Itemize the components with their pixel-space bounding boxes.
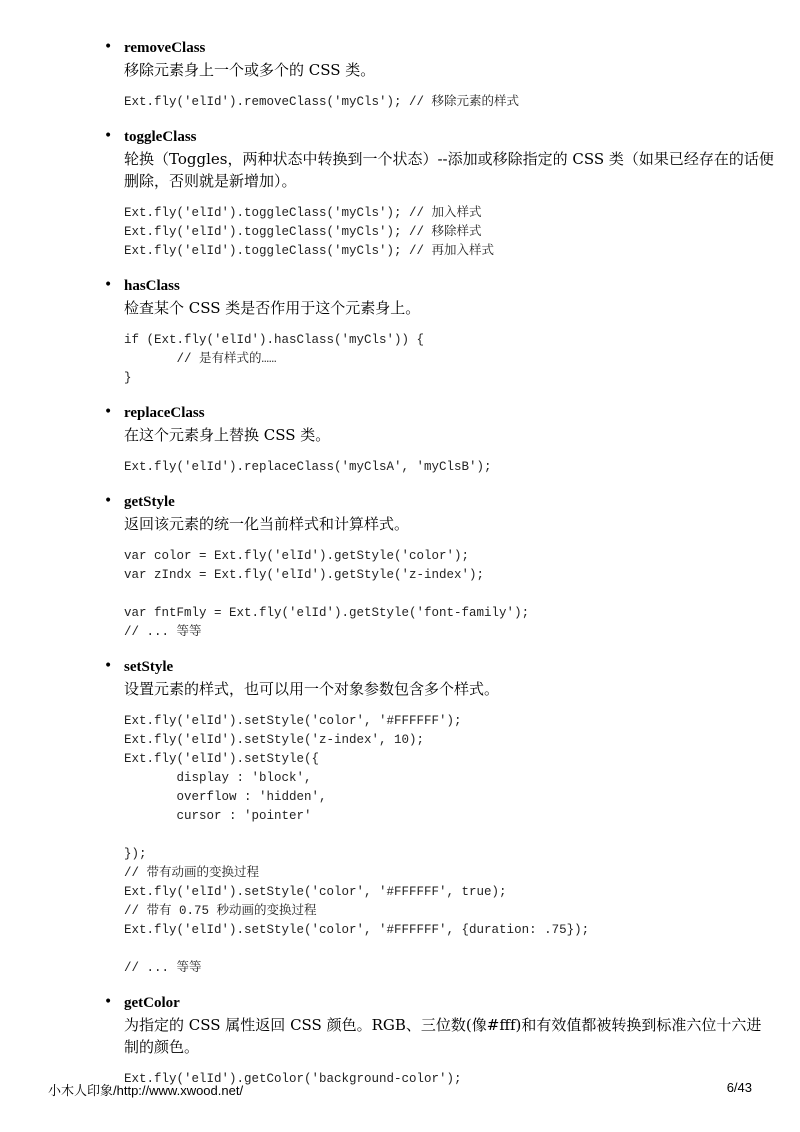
code-line: var zIndx = Ext.fly('elId').getStyle('z-index'); — [124, 568, 485, 582]
method-description: 在这个元素身上替换 CSS 类。 — [124, 426, 331, 444]
bullet-icon: • — [104, 658, 113, 674]
section-gap — [104, 112, 774, 127]
code-line: Ext.fly('elId').setStyle('color', '#FFFFFF'); — [124, 714, 462, 728]
method-section — [104, 657, 774, 978]
code-line: // ... 等等 — [124, 625, 202, 639]
bullet-icon: • — [104, 39, 113, 55]
code-line: }); — [124, 847, 147, 861]
code-block — [124, 712, 774, 978]
method-title: toggleClass — [124, 129, 197, 145]
method-description: 设置元素的样式，也可以用一个对象参数包含多个样式。 — [124, 680, 500, 698]
page-number: 6/43 — [726, 1080, 752, 1095]
method-title: hasClass — [124, 278, 180, 294]
code-block — [124, 547, 774, 642]
code-block — [124, 204, 774, 261]
method-title: setStyle — [124, 659, 174, 675]
content-area — [104, 38, 774, 1104]
section-gap — [104, 261, 774, 276]
section-gap — [104, 642, 774, 657]
bullet-icon: • — [104, 128, 113, 144]
code-line: // ... 等等 — [124, 961, 202, 975]
method-section — [104, 276, 774, 388]
bullet-icon: • — [104, 277, 113, 293]
method-description: 为指定的 CSS 属性返回 CSS 颜色。RGB、三位数(像#fff)和有效值都被转换到标准六位十六进制的颜色。 — [124, 1016, 762, 1056]
code-line: cursor : 'pointer' — [124, 809, 312, 823]
code-line: // 带有动画的变换过程 — [124, 866, 260, 880]
footer-site: 小木人印象/http://www.xwood.net/ — [48, 1083, 244, 1098]
code-line: Ext.fly('elId').removeClass('myCls'); // 移除元素的样式 — [124, 95, 520, 109]
method-title: getColor — [124, 995, 180, 1011]
code-line: Ext.fly('elId').toggleClass('myCls'); // 加入样式 — [124, 206, 482, 220]
section-gap — [104, 978, 774, 993]
method-section — [104, 993, 774, 1089]
method-title: replaceClass — [124, 405, 205, 421]
code-line — [124, 826, 774, 845]
section-gap — [104, 388, 774, 403]
code-line: overflow : 'hidden', — [124, 790, 327, 804]
code-block — [124, 93, 774, 112]
code-line: Ext.fly('elId').replaceClass('myClsA', 'myClsB'); — [124, 460, 492, 474]
code-line — [124, 585, 774, 604]
method-description: 移除元素身上一个或多个的 CSS 类。 — [124, 61, 376, 79]
method-title: removeClass — [124, 40, 206, 56]
bullet-icon: • — [104, 994, 113, 1010]
code-line: var color = Ext.fly('elId').getStyle('color'); — [124, 549, 470, 563]
code-line: Ext.fly('elId').setStyle('color', '#FFFFFF', {duration: .75}); — [124, 923, 590, 937]
bullet-icon: • — [104, 493, 113, 509]
bullet-icon: • — [104, 404, 113, 420]
code-block — [124, 331, 774, 388]
code-block — [124, 458, 774, 477]
code-line — [124, 940, 774, 959]
code-line: Ext.fly('elId').toggleClass('myCls'); // 再加入样式 — [124, 244, 495, 258]
method-description: 轮换（Toggles，两种状态中转换到一个状态）--添加或移除指定的 CSS 类（如果已经存在的话便删除，否则就是新增加）。 — [124, 150, 774, 190]
section-gap — [104, 477, 774, 492]
code-line: // 是有样式的…… — [124, 352, 277, 366]
code-line: Ext.fly('elId').setStyle('color', '#FFFFFF', true); — [124, 885, 507, 899]
code-line: Ext.fly('elId').setStyle('z-index', 10); — [124, 733, 425, 747]
method-section — [104, 38, 774, 112]
code-line: display : 'block', — [124, 771, 312, 785]
code-line: Ext.fly('elId').toggleClass('myCls'); // 移除样式 — [124, 225, 482, 239]
code-line: Ext.fly('elId').setStyle({ — [124, 752, 320, 766]
method-description: 返回该元素的统一化当前样式和计算样式。 — [124, 515, 410, 533]
method-description: 检查某个 CSS 类是否作用于这个元素身上。 — [124, 299, 421, 317]
method-section — [104, 127, 774, 261]
code-line: // 带有 0.75 秒动画的变换过程 — [124, 904, 317, 918]
code-line: } — [124, 371, 132, 385]
method-title: getStyle — [124, 494, 175, 510]
code-line: Ext.fly('elId').getColor('background-color'); — [124, 1072, 462, 1086]
method-section — [104, 492, 774, 642]
code-line: if (Ext.fly('elId').hasClass('myCls')) { — [124, 333, 425, 347]
method-section — [104, 403, 774, 477]
code-line: var fntFmly = Ext.fly('elId').getStyle('font-family'); — [124, 606, 530, 620]
